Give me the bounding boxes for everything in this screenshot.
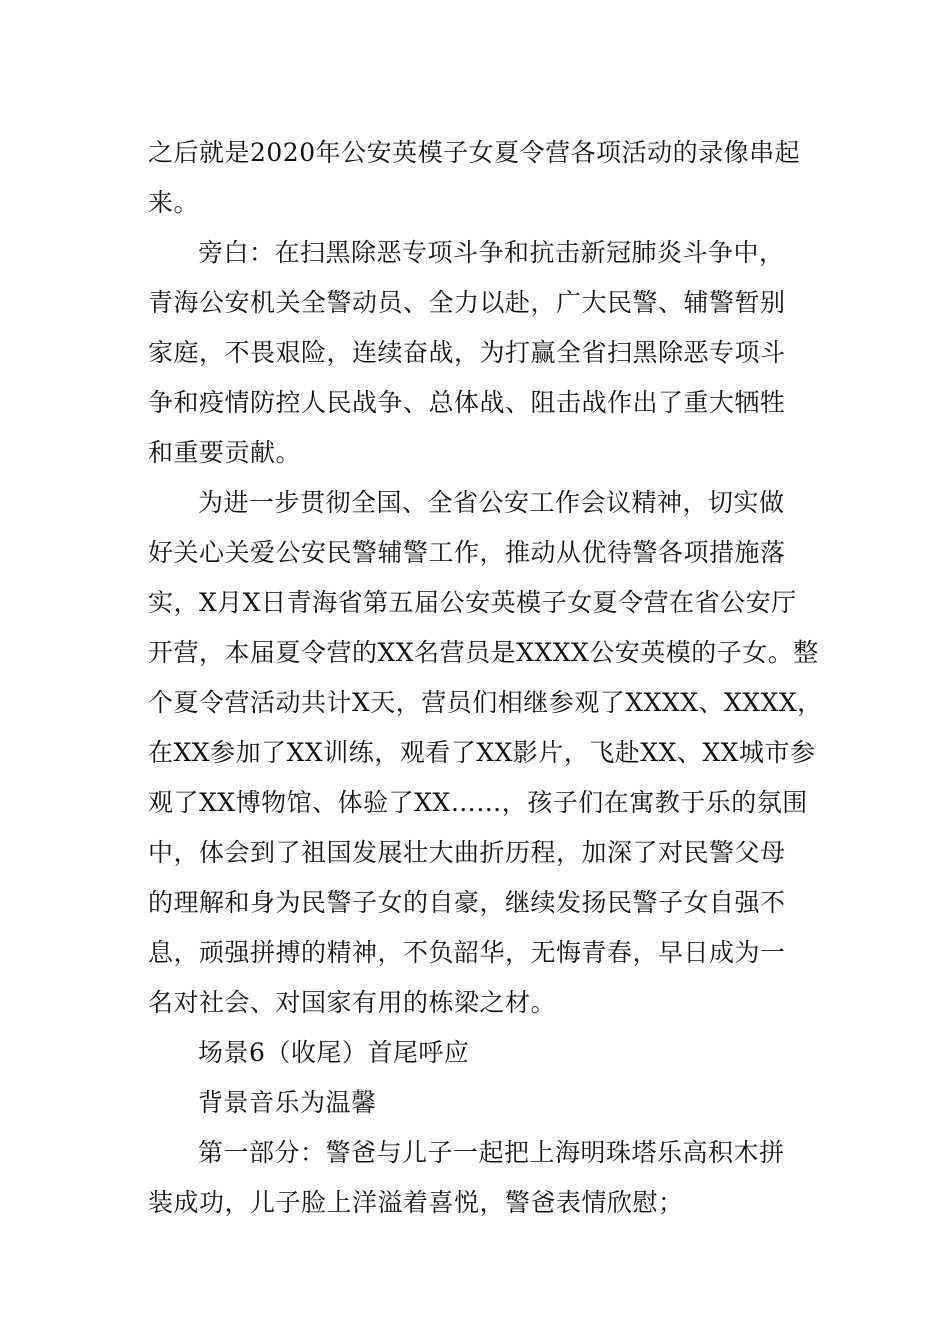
- text-line: 观了XX博物馆、体验了XX……，孩子们在寓教于乐的氛围: [148, 788, 808, 817]
- text-line: 为进一步贯彻全国、全省公安工作会议精神，切实做: [198, 488, 785, 517]
- text-line: 背景音乐为温馨: [198, 1088, 377, 1117]
- text-line: 第一部分：警爸与儿子一起把上海明珠塔乐高积木拼: [198, 1138, 785, 1167]
- text-line: 之后就是2020年公安英模子女夏令营各项活动的录像串起: [148, 138, 801, 167]
- text-line: 个夏令营活动共计X天，营员们相继参观了XXXX、XXXX，: [148, 688, 823, 717]
- text-line: 息，顽强拼搏的精神，不负韶华，无悔青春，早日成为一: [148, 938, 786, 967]
- text-line: 旁白：在扫黑除恶专项斗争和抗击新冠肺炎斗争中，: [198, 238, 785, 267]
- text-line: 名对社会、对国家有用的栋梁之材。: [148, 988, 557, 1017]
- text-line: 实，X月X日青海省第五届公安英模子女夏令营在省公安厅: [148, 588, 797, 617]
- text-line: 的理解和身为民警子女的自豪，继续发扬民警子女自强不: [148, 888, 786, 917]
- text-line: 和重要贡献。: [148, 438, 302, 467]
- text-line: 家庭，不畏艰险，连续奋战，为打赢全省扫黑除恶专项斗: [148, 338, 786, 367]
- text-line: 场景6（收尾）首尾呼应: [198, 1038, 470, 1067]
- text-line: 青海公安机关全警动员、全力以赴，广大民警、辅警暂别: [148, 288, 786, 317]
- text-line: 争和疫情防控人民战争、总体战、阻击战作出了重大牺牲: [148, 388, 786, 417]
- text-line: 在XX参加了XX训练，观看了XX影片，飞赴XX、XX城市参: [148, 738, 816, 767]
- text-line: 开营，本届夏令营的XX名营员是XXXX公安英模的子女。整: [148, 638, 819, 667]
- text-line: 来。: [148, 188, 200, 217]
- text-line: 好关心关爱公安民警辅警工作，推动从优待警各项措施落: [148, 538, 786, 567]
- text-line: 中，体会到了祖国发展壮大曲折历程，加深了对民警父母: [148, 838, 786, 867]
- text-line: 装成功，儿子脸上洋溢着喜悦，警爸表情欣慰；: [148, 1188, 684, 1217]
